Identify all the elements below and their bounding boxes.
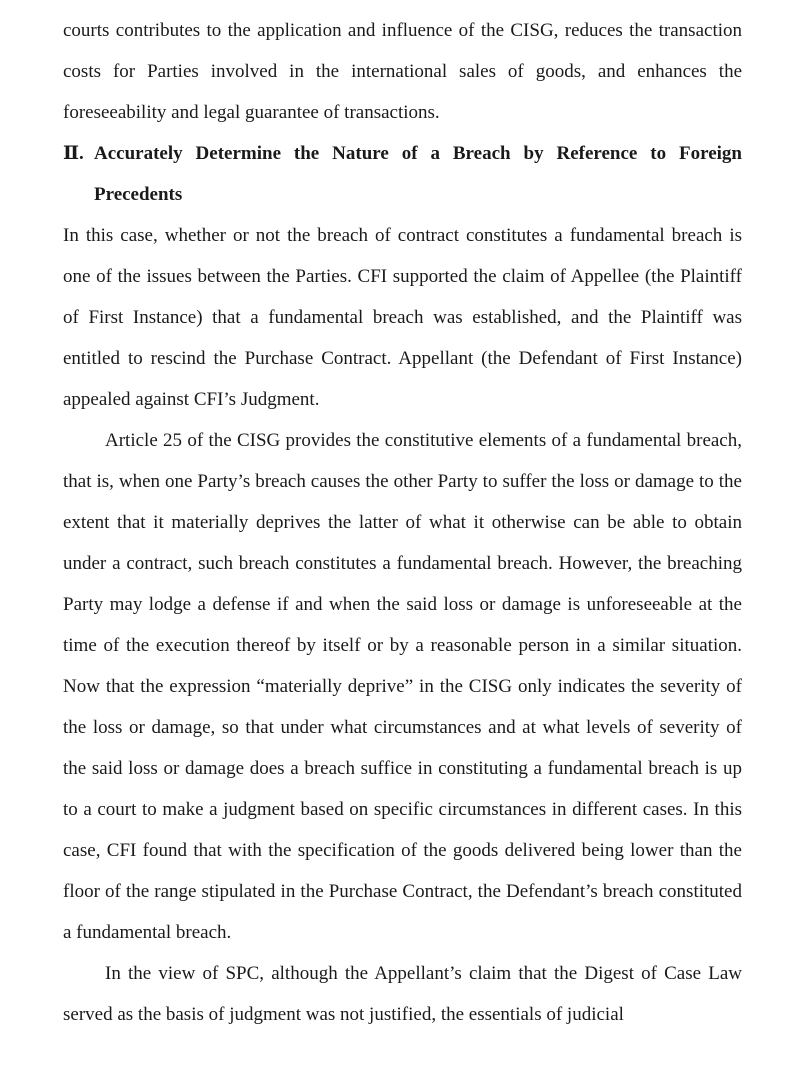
paragraph-2: Article 25 of the CISG provides the constitutive elements of a fundamental breach, that is, when one Party’s breach causes the other Party to suffer the loss or damage to the extent that it materially deprives the latter of what it otherwise can be able to obtain under a contract, such breach constitutes a fundamental breach. However, the breaching Party may lodge a defense if and when the said loss or damage is unforeseeable at the time of the execution thereof by itself or by a reasonable person in a similar situation. Now that the expression “materially deprive” in the CISG only indicates the severity of the loss or damage, so that under what circumstances and at what levels of severity of the said loss or damage does a breach suffice in constituting a fundamental breach is up to a court to make a judgment based on specific circumstances in different cases. In this case, CFI found that with the specification of the goods delivered being lower than the floor of the range stipulated in the Purchase Contract, the Defendant’s breach constituted a fundamental breach. <box>63 430 742 943</box>
paragraph-1: In this case, whether or not the breach of contract constitutes a fundamental breach is one of the issues between the Parties. CFI supported the claim of Appellee (the Plaintiff of First Instance) that a fundamental breach was established, and the Plaintiff was entitled to rescind the Purchase Contract. Appellant (the Defendant of First Instance) appealed against CFI’s Judgment. <box>63 225 742 410</box>
paragraph-3: In the view of SPC, although the Appellant’s claim that the Digest of Case Law served as the basis of judgment was not justified, the essentials of judicial <box>63 963 742 1025</box>
section-number: Ⅱ. <box>63 143 84 164</box>
section-heading <box>63 133 742 215</box>
paragraph-continued: courts contributes to the application and influence of the CISG, reduces the transaction costs for Parties involved in the international sales of goods, and enhances the foreseeability and legal guarantee of transactions. <box>63 20 742 123</box>
section-title: Accurately Determine the Nature of a Breach by Reference to Foreign Precedents <box>94 143 742 205</box>
document-page <box>63 10 742 1035</box>
